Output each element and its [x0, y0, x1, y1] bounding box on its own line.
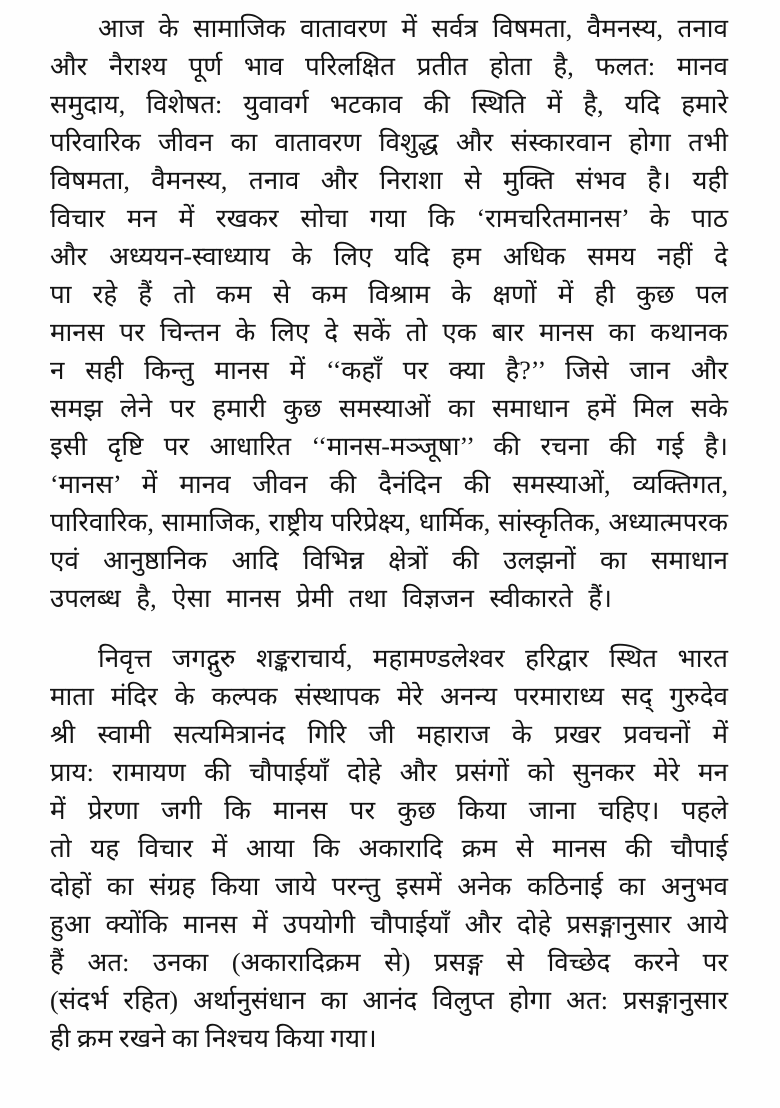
- text-line: विचार मन में रखकर सोचा गया कि ‘रामचरितमानस’ के पाठ: [50, 204, 728, 233]
- text-line: ही क्रम रखने का निश्चय किया गया।: [50, 1024, 377, 1053]
- paragraph: [50, 640, 728, 1058]
- text-line: प्राय: रामायण की चौपाईयाँ दोहे और प्रसंगों को सुनकर मेरे मन: [50, 758, 728, 787]
- text-line: और अध्ययन-स्वाध्याय के लिए यदि हम अधिक समय नहीं दे: [50, 242, 728, 271]
- text-line: न सही किन्तु मानस में ‘‘कहाँ पर क्या है?’’ जिसे जान और: [50, 356, 728, 385]
- text-line: विषमता, वैमनस्य, तनाव और निराशा से मुक्ति संभव है। यही: [50, 166, 728, 195]
- paragraph: [50, 10, 728, 618]
- text-line: समझ लेने पर हमारी कुछ समस्याओं का समाधान हमें मिल सके: [50, 394, 728, 423]
- text-line: परिवारिक जीवन का वातावरण विशुद्ध और संस्कारवान होगा तभी: [50, 128, 728, 157]
- text-line: माता मंदिर के कल्पक संस्थापक मेरे अनन्य परमाराध्य सद् गुरुदेव: [50, 682, 728, 711]
- text-line: पा रहे हैं तो कम से कम विश्राम के क्षणों में ही कुछ पल: [50, 280, 728, 309]
- text-line: ‘मानस’ में मानव जीवन की दैनंदिन की समस्याओं, व्यक्तिगत,: [50, 470, 728, 499]
- text-line: निवृत्त जगद्गुरु शङ्कराचार्य, महामण्डलेश्वर हरिद्वार स्थित भारत: [98, 644, 728, 673]
- text-line: उपलब्ध है, ऐसा मानस प्रेमी तथा विज्ञजन स्वीकारते हैं।: [50, 584, 613, 613]
- text-line: मानस पर चिन्तन के लिए दे सकें तो एक बार मानस का कथानक: [50, 318, 728, 347]
- text-line: (संदर्भ रहित) अर्थानुसंधान का आनंद विलुप्त होगा अत: प्रसङ्गानुसार: [50, 986, 728, 1015]
- text-line: हुआ क्योंकि मानस में उपयोगी चौपाईयाँ और दोहे प्रसङ्गानुसार आये: [50, 910, 728, 939]
- text-line: और नैराश्य पूर्ण भाव परिलक्षित प्रतीत होता है, फलत: मानव: [50, 52, 728, 81]
- text-line: एवं आनुष्ठानिक आदि विभिन्न क्षेत्रों की उलझनों का समाधान: [50, 546, 728, 575]
- text-line: हैं अत: उनका (अकारादिक्रम से) प्रसङ्ग से विच्छेद करने पर: [50, 948, 728, 977]
- text-line: इसी दृष्टि पर आधारित ‘‘मानस-मञ्जूषा’’ की रचना की गई है।: [50, 432, 728, 461]
- text-line: तो यह विचार में आया कि अकारादि क्रम से मानस की चौपाई: [50, 834, 728, 863]
- text-line: में प्रेरणा जगी कि मानस पर कुछ किया जाना चहिए। पहले: [50, 796, 728, 825]
- page-text: [50, 10, 728, 1058]
- text-line: आज के सामाजिक वातावरण में सर्वत्र विषमता, वैमनस्य, तनाव: [98, 14, 728, 43]
- text-line: पारिवारिक, सामाजिक, राष्ट्रीय परिप्रेक्ष्य, धार्मिक, सांस्कृतिक, अध्यात्मपरक: [50, 508, 728, 537]
- text-line: श्री स्वामी सत्यमित्रानंद गिरि जी महाराज के प्रखर प्रवचनों में: [50, 720, 728, 749]
- text-line: दोहों का संग्रह किया जाये परन्तु इसमें अनेक कठिनाई का अनुभव: [50, 872, 728, 901]
- text-line: समुदाय, विशेषत: युवावर्ग भटकाव की स्थिति में है, यदि हमारे: [50, 90, 728, 119]
